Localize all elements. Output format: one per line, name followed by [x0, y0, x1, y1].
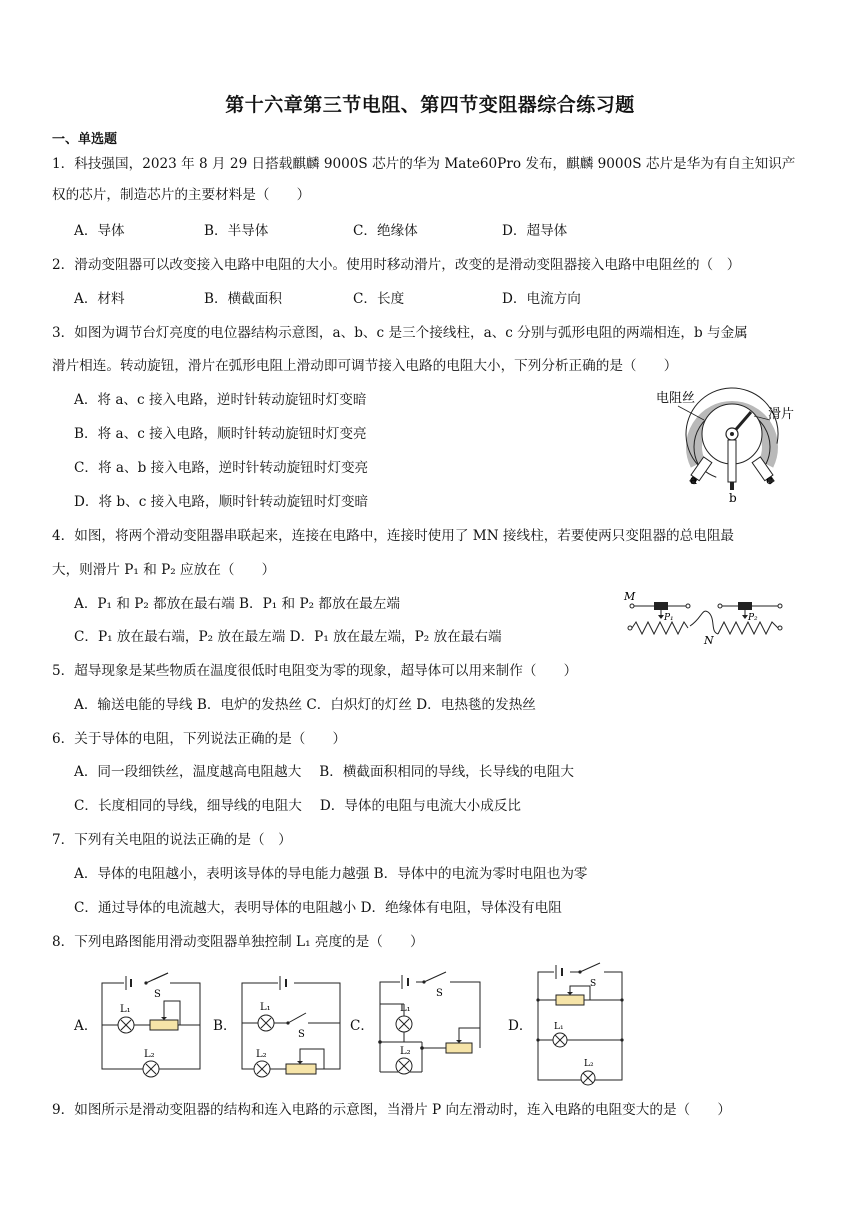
- circuit-a-figure: [96, 965, 206, 1085]
- lamp-l1-label-b: L₁: [260, 1002, 271, 1013]
- q1-option-b[interactable]: B．半导体: [204, 223, 269, 239]
- q3-option-a[interactable]: A．将 a、c 接入电路，逆时针转动旋钮时灯变暗: [74, 392, 367, 408]
- q2-option-b[interactable]: B．横截面积: [204, 291, 282, 307]
- page-title: 第十六章第三节电阻、第四节变阻器综合练习题: [225, 94, 635, 116]
- slider-label: 滑片: [768, 407, 795, 422]
- lamp-l2-label-a: L₂: [144, 1049, 155, 1060]
- slider-p1-label: P₁: [664, 613, 674, 623]
- q6-options-cd[interactable]: C．长度相同的导线，细导线的电阻大 D．导体的电阻与电流大小成反比: [74, 798, 522, 814]
- lamp-l2-label-d: L₂: [584, 1059, 594, 1069]
- question-1-text-cont: 权的芯片，制造芯片的主要材料是（ ）: [52, 187, 311, 203]
- q4-options-ab[interactable]: A．P₁ 和 P₂ 都放在最右端 B．P₁ 和 P₂ 都放在最左端: [74, 596, 400, 612]
- switch-s-label-c: S: [436, 988, 443, 999]
- circuit-b-figure: [236, 965, 346, 1085]
- terminal-b-label: b: [729, 491, 737, 504]
- q3-option-d[interactable]: D．将 b、c 接入电路，顺时针转动旋钮时灯变暗: [74, 494, 369, 510]
- circuit-d-figure: [530, 960, 630, 1086]
- lamp-l2-label-c: L₂: [400, 1046, 411, 1057]
- question-2-text: 2．滑动变阻器可以改变接入电路中电阻的大小。使用时移动滑片，改变的是滑动变阻器接入电路中电阻丝的（ ）: [52, 257, 741, 273]
- terminal-a-label: a: [690, 473, 698, 487]
- question-6-text: 6．关于导体的电阻，下列说法正确的是（ ）: [52, 731, 347, 747]
- q1-option-a[interactable]: A．导体: [74, 223, 125, 239]
- terminal-n-label: N: [704, 634, 714, 647]
- question-8-text: 8．下列电路图能用滑动变阻器单独控制 L₁ 亮度的是（ ）: [52, 934, 424, 950]
- switch-s-label-b: S: [298, 1029, 305, 1040]
- q7-options-cd[interactable]: C．通过导体的电流越大，表明导体的电阻越小 D．绝缘体有电阻，导体没有电阻: [74, 900, 562, 916]
- q2-option-a[interactable]: A．材料: [74, 291, 125, 307]
- q2-option-c[interactable]: C．长度: [353, 291, 405, 307]
- q3-option-b[interactable]: B．将 a、c 接入电路，顺时针转动旋钮时灯变亮: [74, 426, 367, 442]
- q2-option-d[interactable]: D．电流方向: [502, 291, 581, 307]
- potentiometer-figure: [650, 382, 810, 504]
- q5-options[interactable]: A．输送电能的导线 B．电炉的发热丝 C．白炽灯的灯丝 D．电热毯的发热丝: [74, 697, 536, 713]
- slider-p2-label: P₂: [748, 613, 758, 623]
- rheostats-series-figure: [620, 588, 790, 648]
- q3-option-c[interactable]: C．将 a、b 接入电路，逆时针转动旋钮时灯变亮: [74, 460, 369, 476]
- resistance-wire-label: 电阻丝: [656, 391, 696, 406]
- lamp-l1-label-c: L₁: [400, 1003, 411, 1014]
- terminal-m-label: M: [624, 590, 636, 603]
- question-7-text: 7．下列有关电阻的说法正确的是（ ）: [52, 832, 292, 848]
- question-3-text: 3．如图为调节台灯亮度的电位器结构示意图，a、b、c 是三个接线柱，a、c 分别与弧形电阻的两端相连，b 与金属: [52, 325, 748, 341]
- circuit-c-figure: [372, 962, 492, 1084]
- q1-option-d[interactable]: D．超导体: [502, 223, 568, 239]
- lamp-l2-label-b: L₂: [256, 1049, 267, 1060]
- lamp-l1-label-a: L₁: [120, 1004, 131, 1015]
- switch-s-label-d: S: [590, 979, 597, 989]
- question-1-text: 1．科技强国，2023 年 8 月 29 日搭载麒麟 9000S 芯片的华为 Mate60Pro 发布，麒麟 9000S 芯片是华为有自主知识产: [52, 156, 796, 172]
- q6-options-ab[interactable]: A．同一段细铁丝，温度越高电阻越大 B．横截面积相同的导线，长导线的电阻大: [74, 764, 574, 780]
- section-heading: 一、单选题: [52, 132, 118, 147]
- q7-options-ab[interactable]: A．导体的电阻越小，表明该导体的导电能力越强 B．导体中的电流为零时电阻也为零: [74, 866, 588, 882]
- question-4-text: 4．如图，将两个滑动变阻器串联起来，连接在电路中，连接时使用了 MN 接线柱，若要使两只变阻器的总电阻最: [52, 528, 735, 544]
- q8-option-a-label[interactable]: A．: [74, 1018, 98, 1034]
- terminal-c-label: c: [766, 473, 773, 487]
- q8-option-c-label[interactable]: C．: [350, 1018, 374, 1034]
- lamp-l1-label-d: L₁: [554, 1022, 564, 1032]
- switch-s-label-a: S: [154, 989, 161, 1000]
- q8-option-b-label[interactable]: B．: [213, 1018, 237, 1034]
- q1-option-c[interactable]: C．绝缘体: [353, 223, 418, 239]
- question-9-text: 9．如图所示是滑动变阻器的结构和连入电路的示意图，当滑片 P 向左滑动时，连入电路的电阻变大的是（ ）: [52, 1102, 731, 1118]
- q8-option-d-label[interactable]: D．: [508, 1018, 533, 1034]
- question-3-text-cont: 滑片相连。转动旋钮，滑片在弧形电阻上滑动即可调节接入电路的电阻大小，下列分析正确的是（ ）: [52, 358, 678, 374]
- q4-options-cd[interactable]: C．P₁ 放在最右端，P₂ 放在最左端 D．P₁ 放在最左端，P₂ 放在最右端: [74, 629, 502, 645]
- question-4-text-cont: 大，则滑片 P₁ 和 P₂ 应放在（ ）: [52, 562, 276, 578]
- question-5-text: 5．超导现象是某些物质在温度很低时电阻变为零的现象，超导体可以用来制作（ ）: [52, 663, 578, 679]
